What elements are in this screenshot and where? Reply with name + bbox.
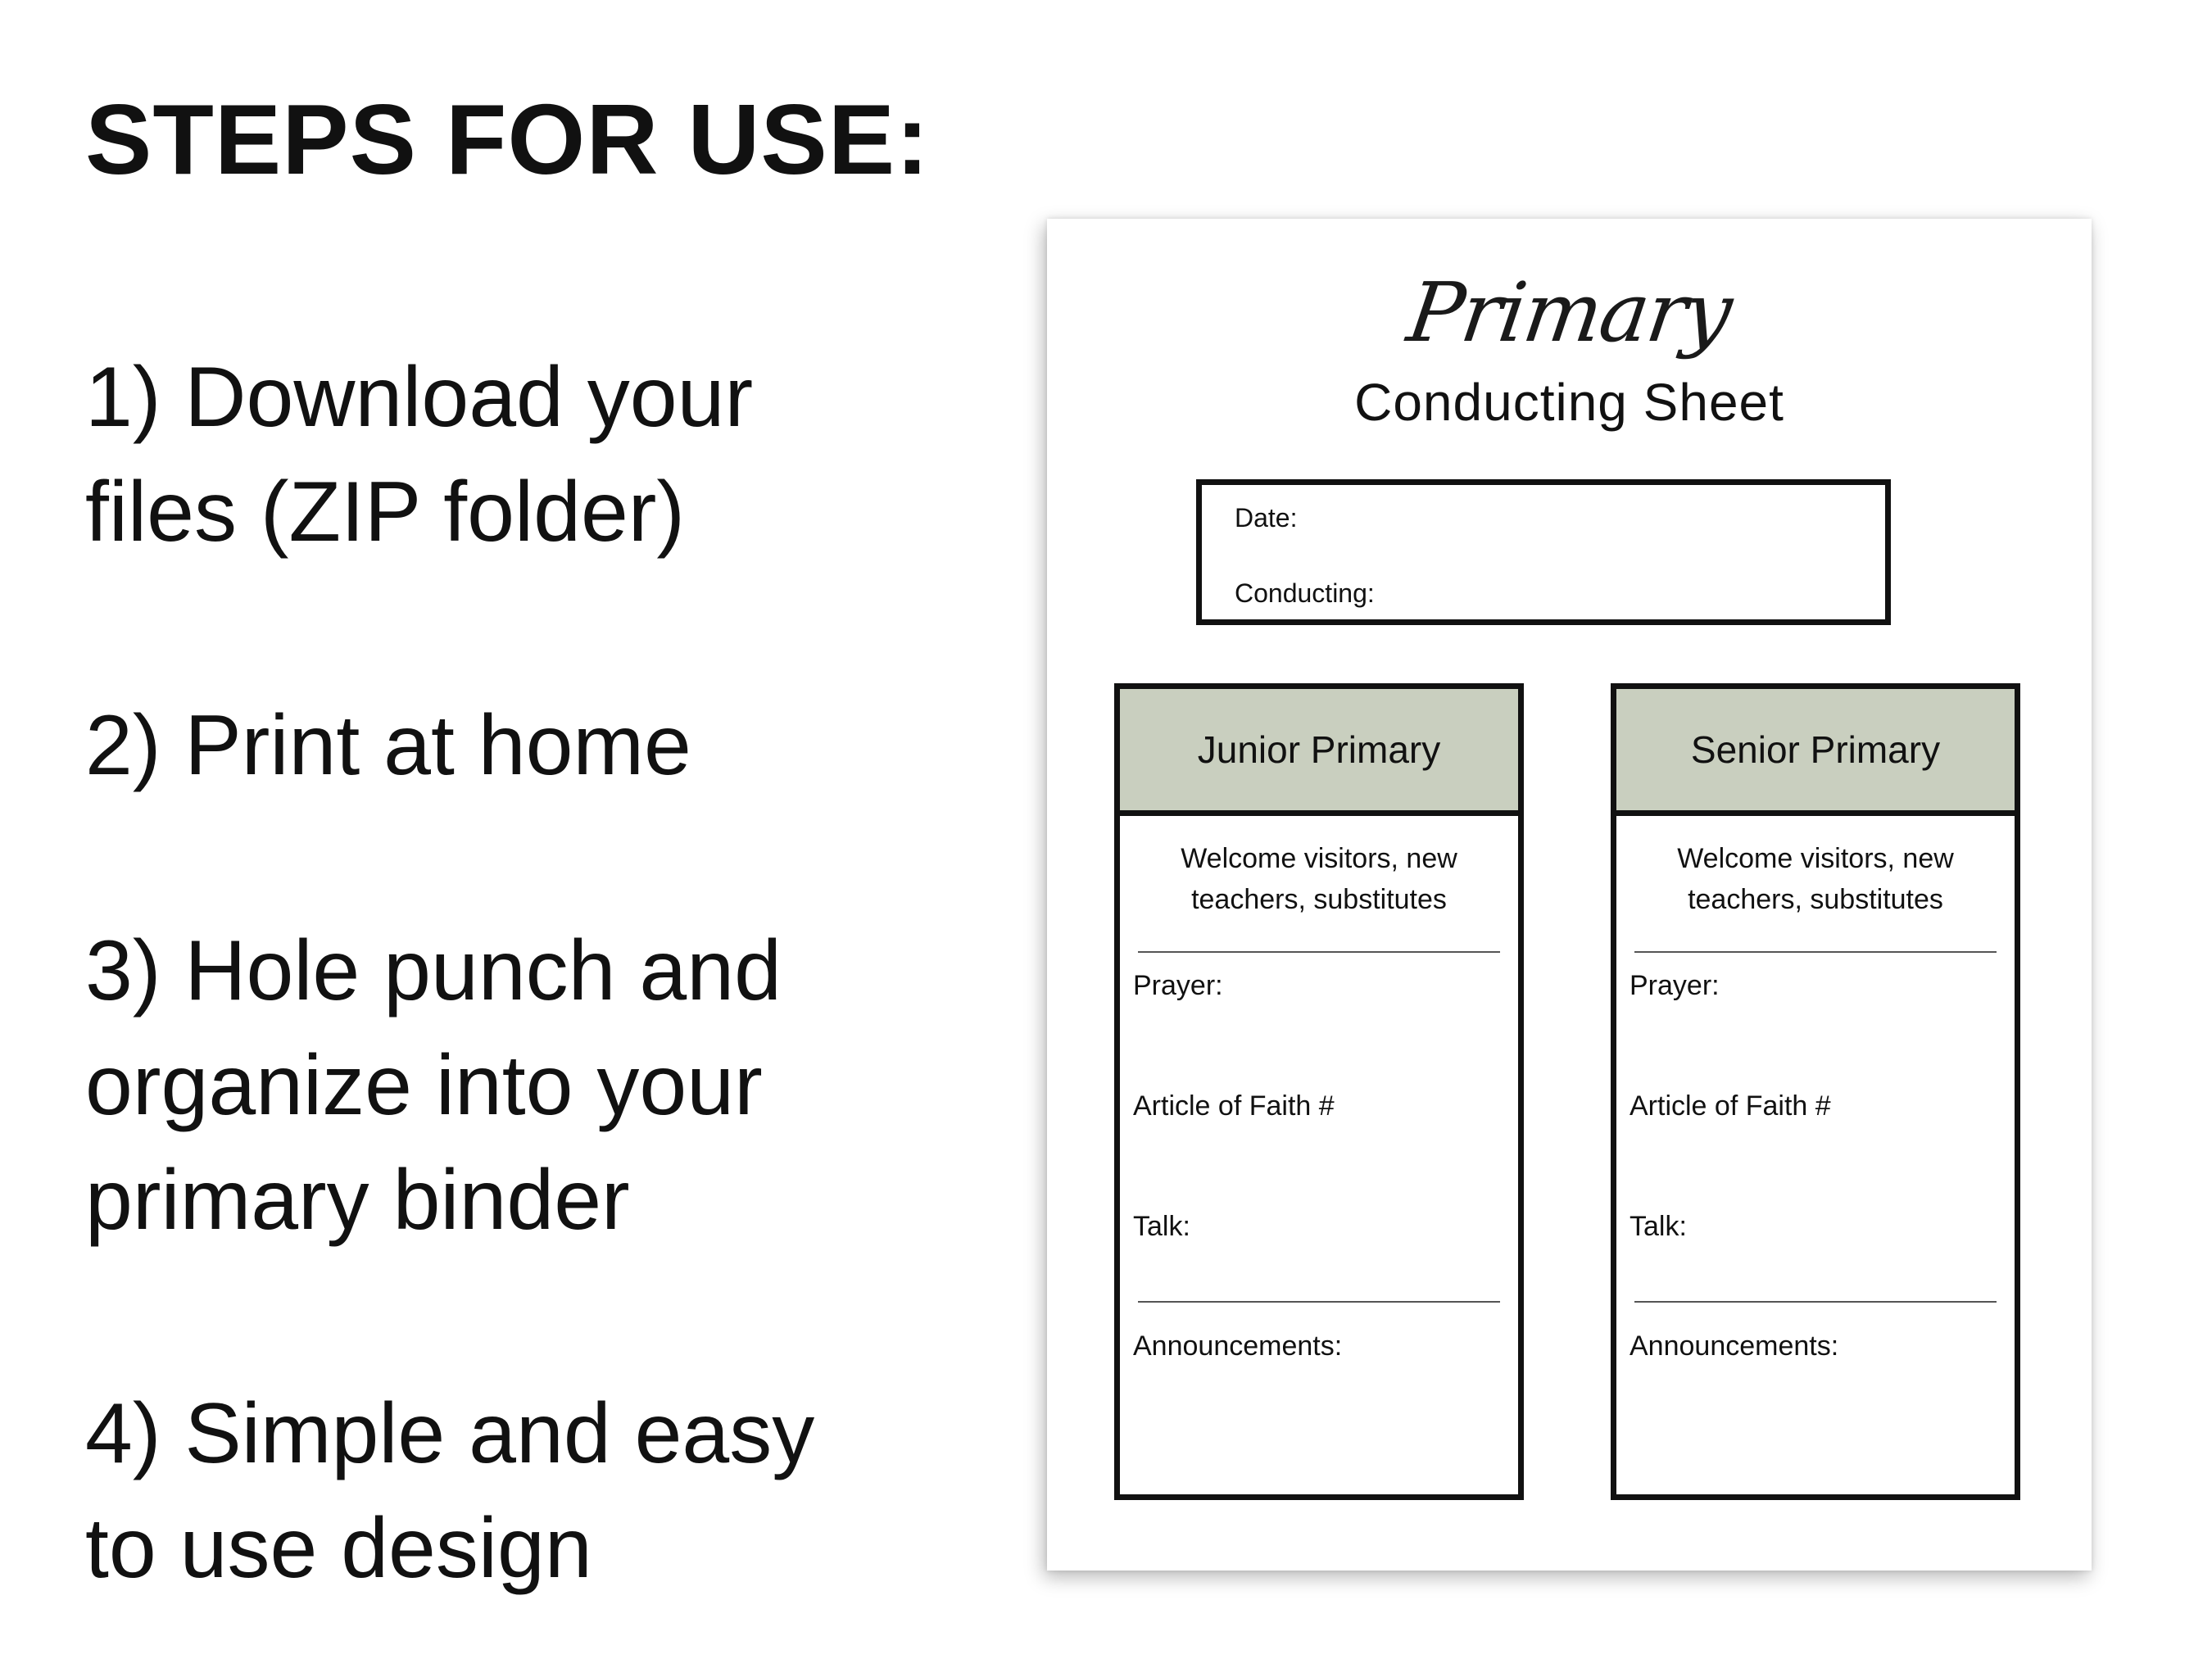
senior-primary-column (1611, 683, 2020, 1500)
conducting-label: Conducting: (1235, 578, 1375, 608)
step-line: files (ZIP folder) (85, 465, 686, 560)
step-line: 3) Hole punch and (85, 923, 782, 1018)
welcome-line: Welcome visitors, new (1181, 843, 1457, 874)
step-line: organize into your (85, 1038, 763, 1133)
step-line: to use design (85, 1501, 592, 1596)
step-line: 4) Simple and easy (85, 1386, 815, 1481)
divider (1138, 951, 1500, 953)
welcome-line: teachers, substitutes (1688, 884, 1943, 915)
announcements-label: Announcements: (1133, 1330, 1343, 1362)
step-line: 1) Download your (85, 350, 754, 445)
sheet-script-title: Primary (1402, 265, 1737, 360)
sheet-subtitle: Conducting Sheet (1354, 373, 1784, 432)
divider (1138, 1301, 1500, 1303)
welcome-text (1120, 838, 1518, 920)
column-header: Junior Primary (1120, 689, 1518, 816)
prayer-label: Prayer: (1133, 970, 1223, 1001)
step-item (85, 340, 753, 569)
conducting-sheet-preview (1047, 219, 2092, 1571)
step-item (85, 1376, 814, 1606)
prayer-label: Prayer: (1630, 970, 1720, 1001)
welcome-line: Welcome visitors, new (1677, 843, 1954, 874)
steps-heading: STEPS FOR USE: (85, 84, 930, 195)
date-conducting-box (1196, 479, 1891, 625)
junior-primary-column (1114, 683, 1524, 1500)
talk-label: Talk: (1133, 1211, 1190, 1242)
step-item (85, 913, 782, 1258)
step-item (85, 688, 691, 803)
date-label: Date: (1235, 503, 1298, 533)
divider (1634, 1301, 1997, 1303)
article-of-faith-label: Article of Faith # (1133, 1090, 1335, 1122)
divider (1634, 951, 1997, 953)
article-of-faith-label: Article of Faith # (1630, 1090, 1831, 1122)
step-line: 2) Print at home (85, 698, 691, 793)
announcements-label: Announcements: (1630, 1330, 1839, 1362)
talk-label: Talk: (1630, 1211, 1687, 1242)
welcome-line: teachers, substitutes (1191, 884, 1447, 915)
step-line: primary binder (85, 1153, 630, 1248)
column-header: Senior Primary (1616, 689, 2015, 816)
welcome-text (1616, 838, 2015, 920)
